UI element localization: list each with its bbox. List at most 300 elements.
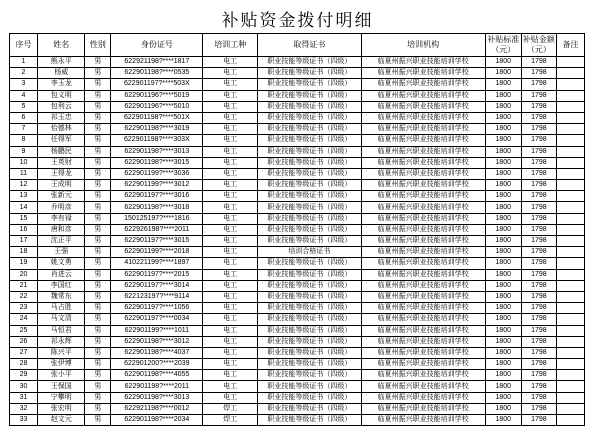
cell-seq: 20: [10, 269, 38, 280]
cell-name: 杨鹏民: [37, 146, 85, 157]
cell-gender: 男: [85, 403, 111, 414]
cell-id: 622901198?****3015: [111, 157, 203, 168]
table-row: [10, 112, 585, 123]
table-row: [10, 336, 585, 347]
cell-gender: 男: [85, 135, 111, 146]
cell-org: 临夏州振兴职业技能培训学校: [361, 280, 485, 291]
table-row: [10, 291, 585, 302]
cell-amount: 1798: [521, 191, 556, 202]
cell-trade: 电工: [203, 224, 258, 235]
table-row: [10, 303, 585, 314]
cell-name: 李有禄: [37, 213, 85, 224]
cell-name: 陈兴平: [37, 347, 85, 358]
cell-gender: 男: [85, 258, 111, 269]
cell-org: 临夏州振兴职业技能培训学校: [361, 157, 485, 168]
cell-standard: 1800: [485, 403, 521, 414]
cell-cert: 职业技能等级证书（四级）: [258, 224, 361, 235]
cell-name: 王强: [37, 247, 85, 258]
cell-seq: 21: [10, 280, 38, 291]
cell-remark: [557, 381, 585, 392]
cell-amount: 1798: [521, 146, 556, 157]
cell-cert: 职业技能等级证书（四级）: [258, 213, 361, 224]
cell-amount: 1798: [521, 135, 556, 146]
cell-gender: 男: [85, 90, 111, 101]
cell-org: 临夏州振兴职业技能培训学校: [361, 403, 485, 414]
cell-standard: 1800: [485, 415, 521, 426]
cell-cert: 职业技能等级证书（四级）: [258, 325, 361, 336]
cell-seq: 17: [10, 236, 38, 247]
cell-id: 622901199?****3012: [111, 180, 203, 191]
cell-amount: 1798: [521, 124, 556, 135]
cell-cert: 职业技能等级证书（四级）: [258, 347, 361, 358]
cell-trade: 电工: [203, 269, 258, 280]
cell-org: 临夏州振兴职业技能培训学校: [361, 247, 485, 258]
cell-id: 410221199?****1897: [111, 258, 203, 269]
cell-org: 临夏州振兴职业技能培训学校: [361, 347, 485, 358]
cell-id: 622901197?****3015: [111, 236, 203, 247]
cell-remark: [557, 135, 585, 146]
cell-name: 张宏明: [37, 403, 85, 414]
cell-id: 622901198?****2011: [111, 381, 203, 392]
cell-gender: 男: [85, 381, 111, 392]
cell-trade: 电工: [203, 336, 258, 347]
cell-standard: 1800: [485, 124, 521, 135]
cell-gender: 男: [85, 157, 111, 168]
cell-org: 临夏州振兴职业技能培训学校: [361, 79, 485, 90]
cell-org: 临夏州振兴职业技能培训学校: [361, 90, 485, 101]
cell-org: 临夏州振兴职业技能培训学校: [361, 101, 485, 112]
table-row: [10, 269, 585, 280]
cell-seq: 18: [10, 247, 38, 258]
cell-name: 祁永辉: [37, 336, 85, 347]
subsidy-table: [9, 33, 585, 426]
cell-cert: 职业技能等级证书（四级）: [258, 336, 361, 347]
cell-gender: 男: [85, 68, 111, 79]
cell-remark: [557, 370, 585, 381]
cell-standard: 1800: [485, 202, 521, 213]
cell-org: 临夏州振兴职业技能培训学校: [361, 146, 485, 157]
table-row: [10, 124, 585, 135]
cell-seq: 5: [10, 101, 38, 112]
cell-cert: 职业技能等级证书（四级）: [258, 79, 361, 90]
cell-amount: 1798: [521, 370, 556, 381]
table-row: [10, 247, 585, 258]
cell-seq: 19: [10, 258, 38, 269]
cell-org: 临夏州振兴职业技能培训学校: [361, 202, 485, 213]
cell-cert: 培训合格证书: [258, 247, 361, 258]
cell-gender: 男: [85, 415, 111, 426]
cell-id: 150125197?****1816: [111, 213, 203, 224]
cell-cert: 职业技能等级证书（四级）: [258, 236, 361, 247]
cell-name: 李玉龙: [37, 79, 85, 90]
cell-seq: 31: [10, 392, 38, 403]
cell-remark: [557, 392, 585, 403]
cell-standard: 1800: [485, 392, 521, 403]
table-row: [10, 157, 585, 168]
cell-amount: 1798: [521, 291, 556, 302]
cell-org: 临夏州振兴职业技能培训学校: [361, 124, 485, 135]
cell-org: 临夏州振兴职业技能培训学校: [361, 336, 485, 347]
cell-name: 王成明: [37, 180, 85, 191]
cell-remark: [557, 168, 585, 179]
cell-remark: [557, 68, 585, 79]
cell-org: 临夏州振兴职业技能培训学校: [361, 258, 485, 269]
cell-amount: 1798: [521, 68, 556, 79]
table-row: [10, 280, 585, 291]
table-row: [10, 90, 585, 101]
cell-name: 王得龙: [37, 168, 85, 179]
cell-seq: 2: [10, 68, 38, 79]
cell-id: 622921198?****1817: [111, 57, 203, 68]
cell-remark: [557, 336, 585, 347]
cell-gender: 男: [85, 291, 111, 302]
cell-name: 马文清: [37, 314, 85, 325]
cell-remark: [557, 90, 585, 101]
cell-remark: [557, 359, 585, 370]
cell-remark: [557, 79, 585, 90]
cell-cert: 职业技能等级证书（四级）: [258, 180, 361, 191]
table-row: [10, 168, 585, 179]
header-cert: 取得证书: [258, 34, 361, 57]
cell-name: 怡德林: [37, 124, 85, 135]
cell-org: 临夏州振兴职业技能培训学校: [361, 68, 485, 79]
cell-amount: 1798: [521, 90, 556, 101]
cell-org: 临夏州振兴职业技能培训学校: [361, 392, 485, 403]
cell-cert: 职业技能等级证书（四级）: [258, 68, 361, 79]
cell-gender: 男: [85, 101, 111, 112]
cell-remark: [557, 303, 585, 314]
cell-gender: 男: [85, 213, 111, 224]
cell-standard: 1800: [485, 291, 521, 302]
cell-trade: 电工: [203, 381, 258, 392]
cell-amount: 1798: [521, 314, 556, 325]
cell-seq: 12: [10, 180, 38, 191]
cell-id: 622901197?****3014: [111, 280, 203, 291]
cell-org: 临夏州振兴职业技能培训学校: [361, 370, 485, 381]
table-row: [10, 101, 585, 112]
cell-amount: 1798: [521, 180, 556, 191]
table-row: [10, 415, 585, 426]
cell-cert: 职业技能等级证书（四级）: [258, 191, 361, 202]
cell-gender: 男: [85, 303, 111, 314]
cell-org: 临夏州振兴职业技能培训学校: [361, 180, 485, 191]
cell-seq: 10: [10, 157, 38, 168]
cell-trade: 电工: [203, 68, 258, 79]
cell-name: 任得军: [37, 135, 85, 146]
cell-name: 祁玉忠: [37, 112, 85, 123]
cell-cert: 职业技能等级证书（四级）: [258, 291, 361, 302]
cell-id: 622123197?****9114: [111, 291, 203, 302]
cell-gender: 男: [85, 269, 111, 280]
cell-seq: 26: [10, 336, 38, 347]
cell-standard: 1800: [485, 359, 521, 370]
cell-name: 马恒君: [37, 325, 85, 336]
table-row: [10, 359, 585, 370]
cell-trade: 电工: [203, 146, 258, 157]
cell-trade: 电工: [203, 347, 258, 358]
cell-remark: [557, 291, 585, 302]
cell-amount: 1798: [521, 359, 556, 370]
cell-trade: 电工: [203, 247, 258, 258]
cell-id: 622901198?****3018: [111, 202, 203, 213]
cell-seq: 1: [10, 57, 38, 68]
cell-org: 临夏州振兴职业技能培训学校: [361, 135, 485, 146]
cell-seq: 11: [10, 168, 38, 179]
cell-org: 临夏州振兴职业技能培训学校: [361, 415, 485, 426]
cell-name: 肖进云: [37, 269, 85, 280]
cell-trade: 电工: [203, 135, 258, 146]
cell-remark: [557, 213, 585, 224]
cell-cert: 职业技能等级证书（四级）: [258, 403, 361, 414]
cell-trade: 焊工: [203, 403, 258, 414]
cell-seq: 8: [10, 135, 38, 146]
cell-id: 622901198?****2034: [111, 415, 203, 426]
cell-standard: 1800: [485, 57, 521, 68]
cell-org: 临夏州振兴职业技能培训学校: [361, 325, 485, 336]
cell-org: 临夏州振兴职业技能培训学校: [361, 57, 485, 68]
cell-cert: 职业技能等级证书（四级）: [258, 202, 361, 213]
cell-amount: 1798: [521, 415, 556, 426]
cell-standard: 1800: [485, 157, 521, 168]
cell-cert: 职业技能等级证书（四级）: [258, 135, 361, 146]
table-row: [10, 191, 585, 202]
cell-standard: 1800: [485, 303, 521, 314]
header-name: 姓名: [37, 34, 85, 57]
cell-name: 王保国: [37, 381, 85, 392]
table-row: [10, 135, 585, 146]
cell-seq: 4: [10, 90, 38, 101]
cell-seq: 22: [10, 291, 38, 302]
page-title: 补贴资金拨付明细: [221, 11, 374, 31]
cell-trade: 电工: [203, 236, 258, 247]
cell-seq: 29: [10, 370, 38, 381]
cell-remark: [557, 124, 585, 135]
cell-standard: 1800: [485, 224, 521, 235]
cell-gender: 男: [85, 325, 111, 336]
cell-amount: 1798: [521, 403, 556, 414]
table-row: [10, 325, 585, 336]
cell-amount: 1798: [521, 336, 556, 347]
cell-remark: [557, 280, 585, 291]
cell-name: 魏常东: [37, 291, 85, 302]
cell-id: 622901197?****0034: [111, 314, 203, 325]
cell-id: 622926198?****2011: [111, 224, 203, 235]
header-org: 培训机构: [361, 34, 485, 57]
cell-cert: 职业技能等级证书（四级）: [258, 415, 361, 426]
table-row: [10, 68, 585, 79]
table-row: [10, 213, 585, 224]
cell-trade: 电工: [203, 314, 258, 325]
cell-name: 马占胜: [37, 303, 85, 314]
cell-trade: 电工: [203, 202, 258, 213]
cell-standard: 1800: [485, 247, 521, 258]
cell-gender: 男: [85, 180, 111, 191]
cell-amount: 1798: [521, 112, 556, 123]
cell-gender: 男: [85, 57, 111, 68]
cell-standard: 1800: [485, 280, 521, 291]
cell-trade: 电工: [203, 280, 258, 291]
cell-cert: 职业技能等级证书（四级）: [258, 314, 361, 325]
cell-name: 姚文勇: [37, 258, 85, 269]
cell-name: 赵文元: [37, 415, 85, 426]
cell-standard: 1800: [485, 112, 521, 123]
table-row: [10, 224, 585, 235]
cell-seq: 28: [10, 359, 38, 370]
cell-remark: [557, 415, 585, 426]
cell-id: 622901197?****3016: [111, 191, 203, 202]
cell-standard: 1800: [485, 191, 521, 202]
cell-standard: 1800: [485, 146, 521, 157]
cell-gender: 男: [85, 247, 111, 258]
cell-seq: 24: [10, 314, 38, 325]
cell-trade: 电工: [203, 359, 258, 370]
cell-standard: 1800: [485, 325, 521, 336]
cell-org: 临夏州振兴职业技能培训学校: [361, 224, 485, 235]
cell-standard: 1800: [485, 381, 521, 392]
table-row: [10, 403, 585, 414]
cell-org: 临夏州振兴职业技能培训学校: [361, 314, 485, 325]
cell-name: 王英财: [37, 157, 85, 168]
cell-name: 张伊博: [37, 359, 85, 370]
cell-org: 临夏州振兴职业技能培训学校: [361, 236, 485, 247]
cell-remark: [557, 157, 585, 168]
header-gender: 性别: [85, 34, 111, 57]
cell-name: 张新元: [37, 191, 85, 202]
cell-cert: 职业技能等级证书（四级）: [258, 157, 361, 168]
cell-amount: 1798: [521, 168, 556, 179]
cell-gender: 男: [85, 280, 111, 291]
cell-name: 乔明彦: [37, 202, 85, 213]
cell-cert: 职业技能等级证书（四级）: [258, 269, 361, 280]
cell-trade: 电工: [203, 101, 258, 112]
cell-remark: [557, 101, 585, 112]
cell-id: 622901198?****3019: [111, 124, 203, 135]
header-standard: 补贴标准（元）: [485, 34, 521, 57]
cell-amount: 1798: [521, 269, 556, 280]
cell-id: 622901197?****1056: [111, 303, 203, 314]
cell-id: 622901198?****4055: [111, 370, 203, 381]
cell-trade: 电工: [203, 191, 258, 202]
cell-amount: 1798: [521, 258, 556, 269]
cell-seq: 3: [10, 79, 38, 90]
cell-gender: 男: [85, 224, 111, 235]
cell-id: 622921198?****0012: [111, 403, 203, 414]
header-trade: 培训工种: [203, 34, 258, 57]
cell-standard: 1800: [485, 68, 521, 79]
cell-seq: 25: [10, 325, 38, 336]
table-row: [10, 370, 585, 381]
cell-cert: 职业技能等级证书（四级）: [258, 124, 361, 135]
table-row: [10, 236, 585, 247]
cell-cert: 职业技能等级证书（四级）: [258, 90, 361, 101]
cell-remark: [557, 403, 585, 414]
cell-gender: 男: [85, 314, 111, 325]
cell-standard: 1800: [485, 213, 521, 224]
cell-name: 杨威: [37, 68, 85, 79]
cell-org: 临夏州振兴职业技能培训学校: [361, 213, 485, 224]
cell-id: 622901196?****5010: [111, 101, 203, 112]
cell-trade: 电工: [203, 303, 258, 314]
cell-gender: 男: [85, 112, 111, 123]
cell-gender: 男: [85, 347, 111, 358]
cell-id: 622901196?****5019: [111, 90, 203, 101]
table-row: [10, 314, 585, 325]
cell-name: 熊永平: [37, 57, 85, 68]
header-remark: 备注: [557, 34, 585, 57]
table-row: [10, 258, 585, 269]
cell-name: 唐和彦: [37, 224, 85, 235]
cell-name: 张小平: [37, 370, 85, 381]
table-row: [10, 392, 585, 403]
cell-remark: [557, 236, 585, 247]
cell-cert: 职业技能等级证书（四级）: [258, 101, 361, 112]
cell-name: 宁攀明: [37, 392, 85, 403]
cell-standard: 1800: [485, 258, 521, 269]
cell-remark: [557, 191, 585, 202]
cell-amount: 1798: [521, 101, 556, 112]
cell-cert: 职业技能等级证书（四级）: [258, 146, 361, 157]
cell-org: 临夏州振兴职业技能培训学校: [361, 359, 485, 370]
table-row: [10, 381, 585, 392]
cell-standard: 1800: [485, 314, 521, 325]
cell-cert: 职业技能等级证书（四级）: [258, 168, 361, 179]
cell-amount: 1798: [521, 213, 556, 224]
cell-amount: 1798: [521, 347, 556, 358]
cell-id: 622901197?****503X: [111, 79, 203, 90]
cell-amount: 1798: [521, 157, 556, 168]
table-row: [10, 79, 585, 90]
cell-standard: 1800: [485, 180, 521, 191]
cell-id: 622901198?****3013: [111, 392, 203, 403]
cell-cert: 职业技能等级证书（四级）: [258, 303, 361, 314]
cell-remark: [557, 258, 585, 269]
cell-trade: 电工: [203, 213, 258, 224]
cell-amount: 1798: [521, 236, 556, 247]
cell-id: 622901199?****1011: [111, 325, 203, 336]
table-row: [10, 146, 585, 157]
cell-remark: [557, 269, 585, 280]
cell-standard: 1800: [485, 90, 521, 101]
cell-standard: 1800: [485, 101, 521, 112]
cell-trade: 电工: [203, 392, 258, 403]
cell-seq: 6: [10, 112, 38, 123]
cell-amount: 1798: [521, 303, 556, 314]
cell-trade: 电工: [203, 180, 258, 191]
header-id: 身份证号: [111, 34, 203, 57]
cell-gender: 男: [85, 392, 111, 403]
cell-org: 临夏州振兴职业技能培训学校: [361, 112, 485, 123]
cell-seq: 32: [10, 403, 38, 414]
table-row: [10, 347, 585, 358]
cell-trade: 电工: [203, 157, 258, 168]
cell-gender: 男: [85, 359, 111, 370]
cell-id: 622901199?****2018: [111, 247, 203, 258]
cell-name: 沈正平: [37, 236, 85, 247]
cell-remark: [557, 224, 585, 235]
cell-seq: 15: [10, 213, 38, 224]
cell-amount: 1798: [521, 202, 556, 213]
cell-amount: 1798: [521, 325, 556, 336]
cell-seq: 14: [10, 202, 38, 213]
cell-seq: 27: [10, 347, 38, 358]
cell-amount: 1798: [521, 392, 556, 403]
cell-trade: 电工: [203, 57, 258, 68]
cell-seq: 16: [10, 224, 38, 235]
cell-cert: 职业技能等级证书（四级）: [258, 370, 361, 381]
cell-standard: 1800: [485, 236, 521, 247]
cell-id: 622901198?****4037: [111, 347, 203, 358]
cell-org: 临夏州振兴职业技能培训学校: [361, 168, 485, 179]
